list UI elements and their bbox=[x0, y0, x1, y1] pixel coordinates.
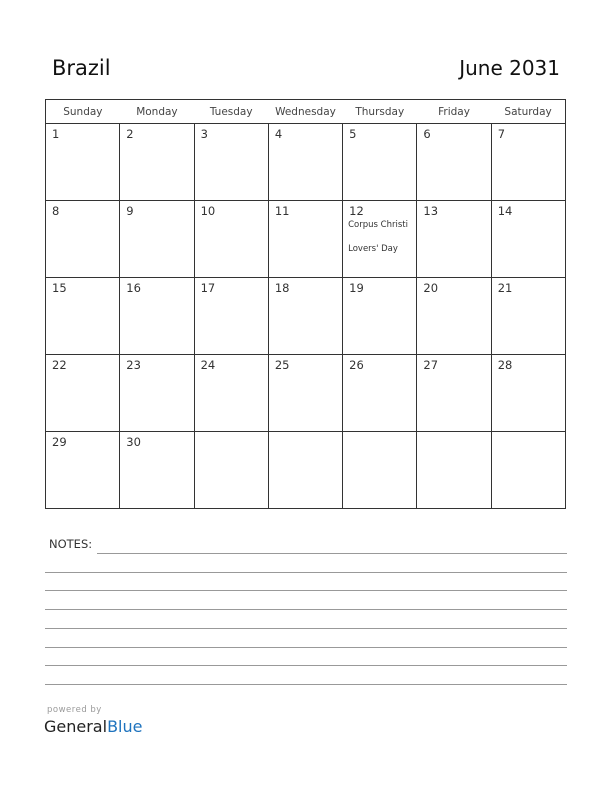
country-title: Brazil bbox=[52, 56, 111, 80]
weekday-header: Friday bbox=[417, 100, 491, 124]
day-number: 8 bbox=[52, 204, 60, 218]
day-cell bbox=[491, 355, 565, 432]
day-number: 19 bbox=[349, 281, 364, 295]
day-number: 11 bbox=[274, 204, 290, 218]
day-events bbox=[348, 220, 414, 255]
day-cell bbox=[46, 432, 120, 509]
weekday-header: Thursday bbox=[343, 100, 417, 124]
week-row bbox=[46, 201, 566, 278]
day-cell bbox=[268, 355, 342, 432]
brand-logo bbox=[44, 717, 142, 736]
day-cell bbox=[268, 124, 342, 201]
weekday-header: Monday bbox=[120, 100, 194, 124]
day-cell bbox=[46, 124, 120, 201]
day-number: 30 bbox=[126, 435, 141, 449]
weekday-header: Saturday bbox=[491, 100, 565, 124]
day-number: 6 bbox=[423, 127, 431, 141]
day-cell bbox=[194, 355, 268, 432]
day-number: 12 bbox=[349, 204, 364, 218]
brand-blue-text: Blue bbox=[107, 717, 143, 736]
day-number: 13 bbox=[423, 204, 439, 218]
weekday-header: Sunday bbox=[46, 100, 120, 124]
day-number: 14 bbox=[497, 204, 513, 218]
day-number: 7 bbox=[497, 127, 506, 141]
day-cell bbox=[343, 201, 417, 278]
note-line bbox=[45, 572, 567, 573]
day-cell bbox=[417, 432, 491, 509]
day-number: 29 bbox=[52, 435, 67, 449]
day-cell bbox=[120, 124, 194, 201]
day-number: 22 bbox=[52, 358, 67, 372]
week-row bbox=[46, 278, 566, 355]
day-cell bbox=[120, 278, 194, 355]
day-number: 4 bbox=[274, 127, 283, 141]
note-line bbox=[45, 647, 567, 648]
note-line bbox=[97, 553, 567, 554]
day-number: 5 bbox=[349, 127, 357, 141]
day-cell bbox=[268, 432, 342, 509]
day-number: 1 bbox=[52, 127, 60, 141]
day-number: 15 bbox=[52, 281, 67, 295]
day-number: 28 bbox=[497, 358, 513, 372]
day-number: 17 bbox=[200, 281, 216, 295]
day-number: 27 bbox=[423, 358, 439, 372]
day-cell bbox=[417, 124, 491, 201]
day-number: 23 bbox=[126, 358, 141, 372]
note-line bbox=[45, 590, 567, 591]
day-number: 26 bbox=[349, 358, 364, 372]
day-cell bbox=[194, 124, 268, 201]
day-cell bbox=[417, 278, 491, 355]
note-line bbox=[45, 665, 567, 666]
day-cell bbox=[417, 355, 491, 432]
day-cell bbox=[343, 124, 417, 201]
week-row bbox=[46, 355, 566, 432]
day-number: 21 bbox=[497, 281, 513, 295]
day-cell bbox=[343, 278, 417, 355]
day-number: 20 bbox=[423, 281, 439, 295]
month-year-title: June 2031 bbox=[459, 56, 560, 80]
calendar-body bbox=[46, 124, 566, 509]
day-cell bbox=[268, 201, 342, 278]
day-cell bbox=[46, 201, 120, 278]
day-cell bbox=[120, 201, 194, 278]
week-row bbox=[46, 124, 566, 201]
day-number: 9 bbox=[126, 204, 134, 218]
day-cell bbox=[120, 432, 194, 509]
weekday-header: Tuesday bbox=[194, 100, 268, 124]
day-cell bbox=[46, 278, 120, 355]
day-number: 24 bbox=[200, 358, 216, 372]
notes-label: NOTES: bbox=[49, 537, 93, 551]
day-cell bbox=[491, 278, 565, 355]
day-cell bbox=[343, 355, 417, 432]
brand-general-text: General bbox=[44, 717, 108, 736]
weekday-header-row bbox=[46, 100, 566, 124]
day-cell bbox=[491, 201, 565, 278]
calendar-grid bbox=[45, 99, 566, 509]
day-cell bbox=[491, 432, 565, 509]
day-cell bbox=[194, 432, 268, 509]
day-cell bbox=[491, 124, 565, 201]
day-cell bbox=[194, 201, 268, 278]
weekday-header: Wednesday bbox=[268, 100, 342, 124]
note-line bbox=[45, 628, 567, 629]
day-number: 25 bbox=[274, 358, 290, 372]
holiday-event: Corpus Christi bbox=[348, 220, 408, 230]
holiday-event: Lovers' Day bbox=[348, 244, 398, 254]
day-cell bbox=[46, 355, 120, 432]
day-number: 16 bbox=[126, 281, 141, 295]
powered-by-text: powered by bbox=[47, 705, 102, 715]
day-cell bbox=[343, 432, 417, 509]
week-row bbox=[46, 432, 566, 509]
day-number: 10 bbox=[200, 204, 216, 218]
day-number: 3 bbox=[200, 127, 208, 141]
day-cell bbox=[417, 201, 491, 278]
note-line bbox=[45, 684, 567, 685]
day-number: 2 bbox=[126, 127, 134, 141]
day-number: 18 bbox=[274, 281, 290, 295]
day-cell bbox=[194, 278, 268, 355]
day-cell bbox=[120, 355, 194, 432]
note-line bbox=[45, 609, 567, 610]
day-cell bbox=[268, 278, 342, 355]
